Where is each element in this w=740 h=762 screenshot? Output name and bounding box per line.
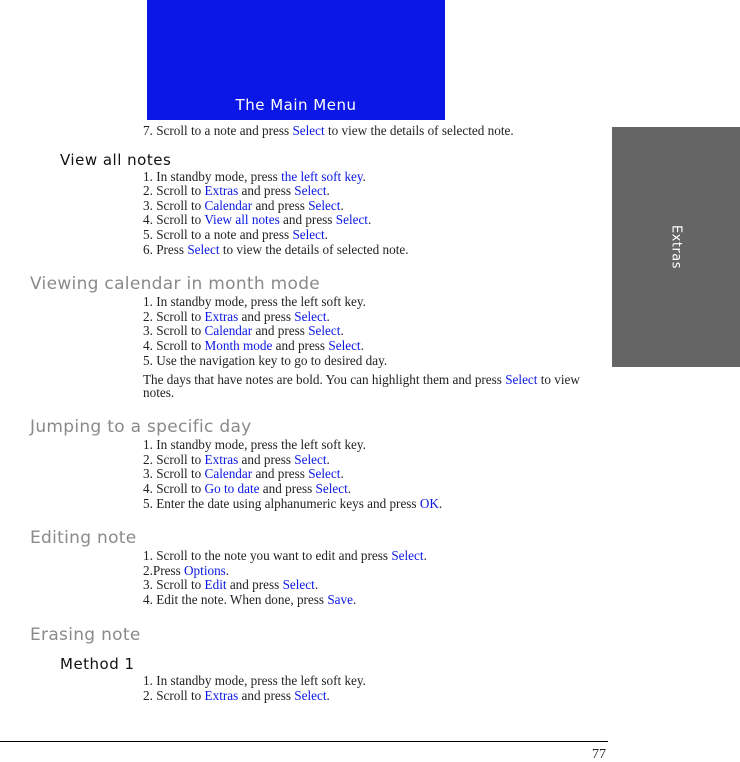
list-item: 1. In standby mode, press the left soft key. <box>143 168 366 184</box>
list-item: 5. Scroll to a note and press Select. <box>143 226 328 242</box>
list-item: 3. Scroll to Edit and press Select. <box>143 577 319 593</box>
erasing-steps <box>0 674 612 703</box>
list-item: 2. Scroll to Extras and press Select. <box>143 688 330 704</box>
page-number: 77 <box>592 747 606 762</box>
list-item: 1. In standby mode, press the left soft key. <box>143 673 366 689</box>
specific-day-heading: Jumping to a specific day <box>30 417 252 438</box>
specific-day-steps <box>0 438 612 511</box>
list-item: 1. In standby mode, press the left soft key. <box>143 294 366 310</box>
list-item: 3. Scroll to Calendar and press Select. <box>143 197 344 213</box>
list-item: 1. In standby mode, press the left soft key. <box>143 437 366 453</box>
list-item: 4. Scroll to View all notes and press Select. <box>143 212 372 228</box>
list-item: 2. Scroll to Extras and press Select. <box>143 183 330 199</box>
list-item: 4. Scroll to Month mode and press Select. <box>143 337 364 353</box>
month-mode-heading: Viewing calendar in month mode <box>30 274 321 295</box>
list-item: 3. Scroll to Calendar and press Select. <box>143 466 344 482</box>
month-mode-note: The days that have notes are bold. You can highlight them and press Select to view notes. <box>143 372 580 401</box>
chapter-side-tab <box>612 127 740 367</box>
list-item: 5. Enter the date using alphanumeric keys and press OK. <box>143 495 443 511</box>
intro-step: 7. Scroll to a note and press Select to view the details of selected note. <box>143 123 514 138</box>
main-menu-screen <box>147 0 445 120</box>
editing-heading: Editing note <box>30 528 137 549</box>
list-item: 4. Scroll to Go to date and press Select. <box>143 480 352 496</box>
view-all-steps <box>0 170 612 258</box>
list-item: 3. Scroll to Calendar and press Select. <box>143 323 344 339</box>
list-item: 1. Scroll to the note you want to edit and press Select. <box>143 548 427 564</box>
list-item: 2. Scroll to Extras and press Select. <box>143 308 330 324</box>
erasing-heading: Erasing note <box>30 625 141 646</box>
page-content <box>0 124 612 704</box>
list-item: 4. Edit the note. When done, press Save. <box>143 591 357 607</box>
list-item: 6. Press Select to view the details of selected note. <box>143 241 409 257</box>
list-item: 2. Scroll to Extras and press Select. <box>143 451 330 467</box>
list-item: 5. Use the navigation key to go to desired day. <box>143 352 388 368</box>
list-item: 2.Press Options. <box>143 562 230 578</box>
method-1-heading: Method 1 <box>60 655 135 674</box>
month-mode-steps <box>0 295 612 368</box>
editing-steps <box>0 549 612 607</box>
side-tab-label: Extras <box>668 224 684 270</box>
footer-rule <box>0 741 608 742</box>
view-all-heading: View all notes <box>60 150 172 169</box>
screen-title: The Main Menu <box>235 96 357 114</box>
